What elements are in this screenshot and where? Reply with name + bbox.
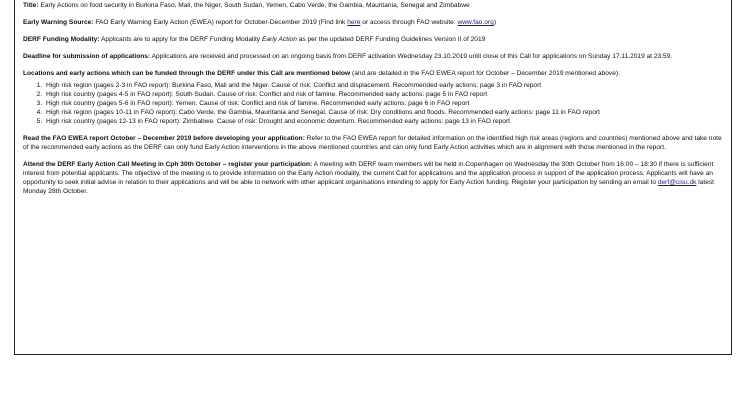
- call-info-box: [14, 0, 732, 355]
- read-report-label: Read the FAO EWEA report October – December 2019 before developing your application:: [23, 135, 305, 142]
- locations-paragraph: [23, 69, 723, 78]
- title-paragraph: [23, 1, 723, 10]
- report-here-link[interactable]: here: [347, 19, 361, 26]
- meeting-label: Attend the DERF Early Action Call Meeting in Cph 30th October – register your participation:: [23, 161, 313, 168]
- modality-paragraph: [23, 35, 723, 44]
- source-text-2: or access through FAO website:: [360, 19, 458, 26]
- modality-text-2: as per the updated DERF Funding Guidelines Version II of 2019: [296, 36, 486, 43]
- deadline-text: Applications are received and processed on an ongoing basis from DERF activation Wednesday 23.10.2019 until close of this Call for applications on Sunday 17.11.2019 at 23:59.: [150, 53, 673, 60]
- source-text-3: ): [493, 19, 497, 26]
- source-label: Early Warning Source:: [23, 19, 94, 26]
- source-paragraph: [23, 18, 723, 27]
- list-item: 3. High risk country (pages 5-6 in FAO report): Yemen. Cause of risk: Conflict and risk of famine. Recommended early actions: page 6 in FAO report: [44, 99, 723, 108]
- locations-text: (and are detailed in the FAO EWEA report for October – December 2019 mentioned above):: [350, 70, 620, 77]
- read-report-text: Refer to the FAO EWEA report for detailed information on the identified high risk areas (regions and countries) mentioned above and take note of the recommended early actions as the DERF can only fund Early Action interventions in the above mentioned countries and can only fund Early Action activities which are in alignment with those mentioned in the report.: [23, 135, 722, 151]
- derf-email-link[interactable]: derf@cisu.dk: [657, 179, 697, 186]
- list-item: 4. High risk region (pages 10-11 in FAO report): Cabo Verde, the Gambia, Mauritania and Senegal. Cause of risk: Dry conditions and floods. Recommended early actions: page 11 in FAO report: [44, 108, 723, 117]
- list-item: 5. High risk country (pages 12-13 in FAO report): Zimbabwe. Cause of risk: Drought and economic downturn. Recommended early actions: page 13 in FAO report: [44, 117, 723, 126]
- source-text-1: FAO Early Warning Early Action (EWEA) report for October-December 2019 (Find link: [93, 19, 348, 26]
- deadline-paragraph: [23, 52, 723, 61]
- list-item: 1. High risk region (pages 2-3 in FAO report): Burkina Faso, Mali and the Niger. Cause of risk: Conflict and displacement. Recommended early actions: page 3 in FAO report: [44, 81, 723, 90]
- modality-label: DERF Funding Modality:: [23, 36, 100, 43]
- locations-list: [23, 81, 723, 126]
- list-item: 2. High risk country (pages 4-5 in FAO report): South Sudan. Cause of risk: Conflict and risk of famine. Recommended early actions: page 5 in FAO report: [44, 90, 723, 99]
- meeting-text-2: latest Monday 28th October.: [23, 179, 715, 195]
- modality-italic: Early Action: [261, 36, 297, 43]
- modality-text-1: Applicants are to apply for the DERF Funding Modality: [99, 36, 262, 43]
- title-label: Title:: [23, 2, 39, 9]
- read-report-paragraph: [23, 134, 723, 152]
- meeting-paragraph: [23, 160, 723, 196]
- deadline-label: Deadline for submission of applications:: [23, 53, 151, 60]
- title-text: Early Actions on food security in Burkina Faso, Mali, the Niger, South Sudan, Yemen, Cabo Verde, the Gambia, Mauritania, Senegal and Zimbabwe: [38, 2, 470, 9]
- fao-website-link[interactable]: www.fao.org: [457, 19, 494, 26]
- meeting-text: A meeting with DERF team members will be held in Copenhagen on Wednesday the 30th October from 16:00 – 18:30 if there is sufficient interest from potential applicants. The objective of the meeting is to provide information on the Early Action modality, the current Call for applications and the application process in support of the application process. Applicants will have an opportunity to seek initial advise in relation to their applications and will be able to network with other applicant organisations intending to apply for Early Action funding. Register your participation by sending an email to: [23, 161, 714, 186]
- locations-label: Locations and early actions which can be funded through the DERF under this Call are mentioned below: [23, 70, 351, 77]
